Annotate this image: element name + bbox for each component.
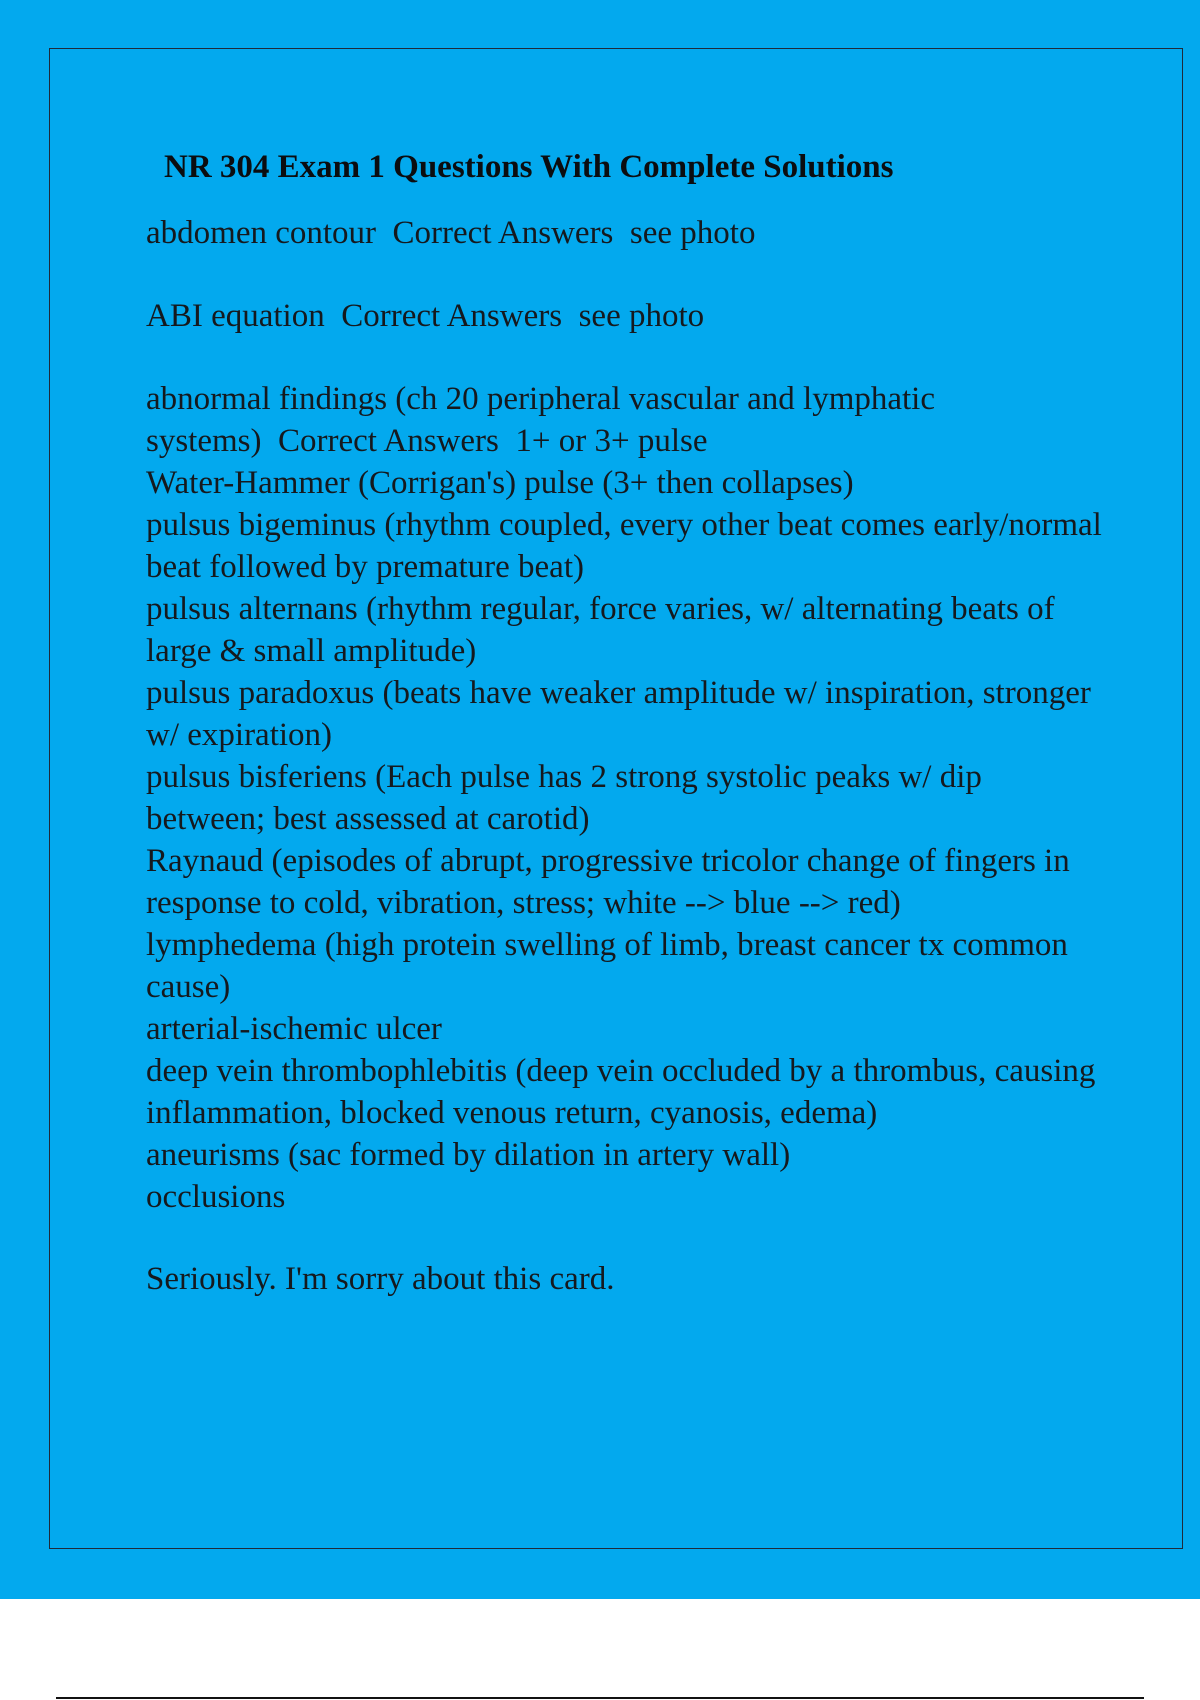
answer-line: occlusions — [146, 1179, 286, 1215]
qa-entry-header — [146, 378, 1106, 462]
answer-label: Correct Answers — [392, 215, 614, 251]
answer-label: Correct Answers — [278, 423, 499, 459]
document-body — [146, 140, 1111, 1300]
answer-line: arterial-ischemic ulcer — [146, 1011, 442, 1047]
answer-line: aneurisms (sac formed by dilation in artery wall) — [146, 1137, 791, 1173]
answer-line: pulsus bigeminus (rhythm coupled, every other beat comes early/normal beat followed by premature beat) — [146, 507, 1111, 585]
answer-line: pulsus alternans (rhythm regular, force varies, w/ alternating beats of large & small amplitude) — [146, 591, 1063, 669]
answer-text: 1+ or 3+ pulse — [515, 423, 708, 459]
answer-line: pulsus bisferiens (Each pulse has 2 strong systolic peaks w/ dip between; best assessed at carotid) — [146, 759, 991, 837]
qa-entry-abdomen-contour — [146, 212, 1106, 254]
answer-text: see photo — [629, 215, 756, 251]
closing-note: Seriously. I'm sorry about this card. — [146, 1261, 615, 1297]
document-title: NR 304 Exam 1 Questions With Complete Solutions — [164, 149, 894, 185]
answer-label: Correct Answers — [341, 298, 563, 334]
question-text: abdomen contour — [146, 215, 377, 251]
qa-entry-abnormal-findings — [146, 378, 1111, 1218]
question-text: abnormal findings (ch 20 peripheral vascular and lymphatic systems) — [146, 381, 935, 459]
answer-line: pulsus paradoxus (beats have weaker amplitude w/ inspiration, stronger w/ expiration) — [146, 675, 1100, 753]
answer-line: deep vein thrombophlebitis (deep vein occluded by a thrombus, causing inflammation, blocked venous return, cyanosis, edema) — [146, 1053, 1104, 1131]
answer-line: lymphedema (high protein swelling of limb, breast cancer tx common cause) — [146, 927, 1077, 1005]
qa-entry-abi-equation — [146, 295, 1106, 337]
answer-line: Raynaud (episodes of abrupt, progressive tricolor change of fingers in response to cold, vibration, stress; white --> blue --> red) — [146, 843, 1078, 921]
footer-divider — [56, 1697, 1144, 1699]
question-text: ABI equation — [146, 298, 325, 334]
answer-text: see photo — [578, 298, 705, 334]
answer-line: Water-Hammer (Corrigan's) pulse (3+ then collapses) — [146, 465, 854, 501]
